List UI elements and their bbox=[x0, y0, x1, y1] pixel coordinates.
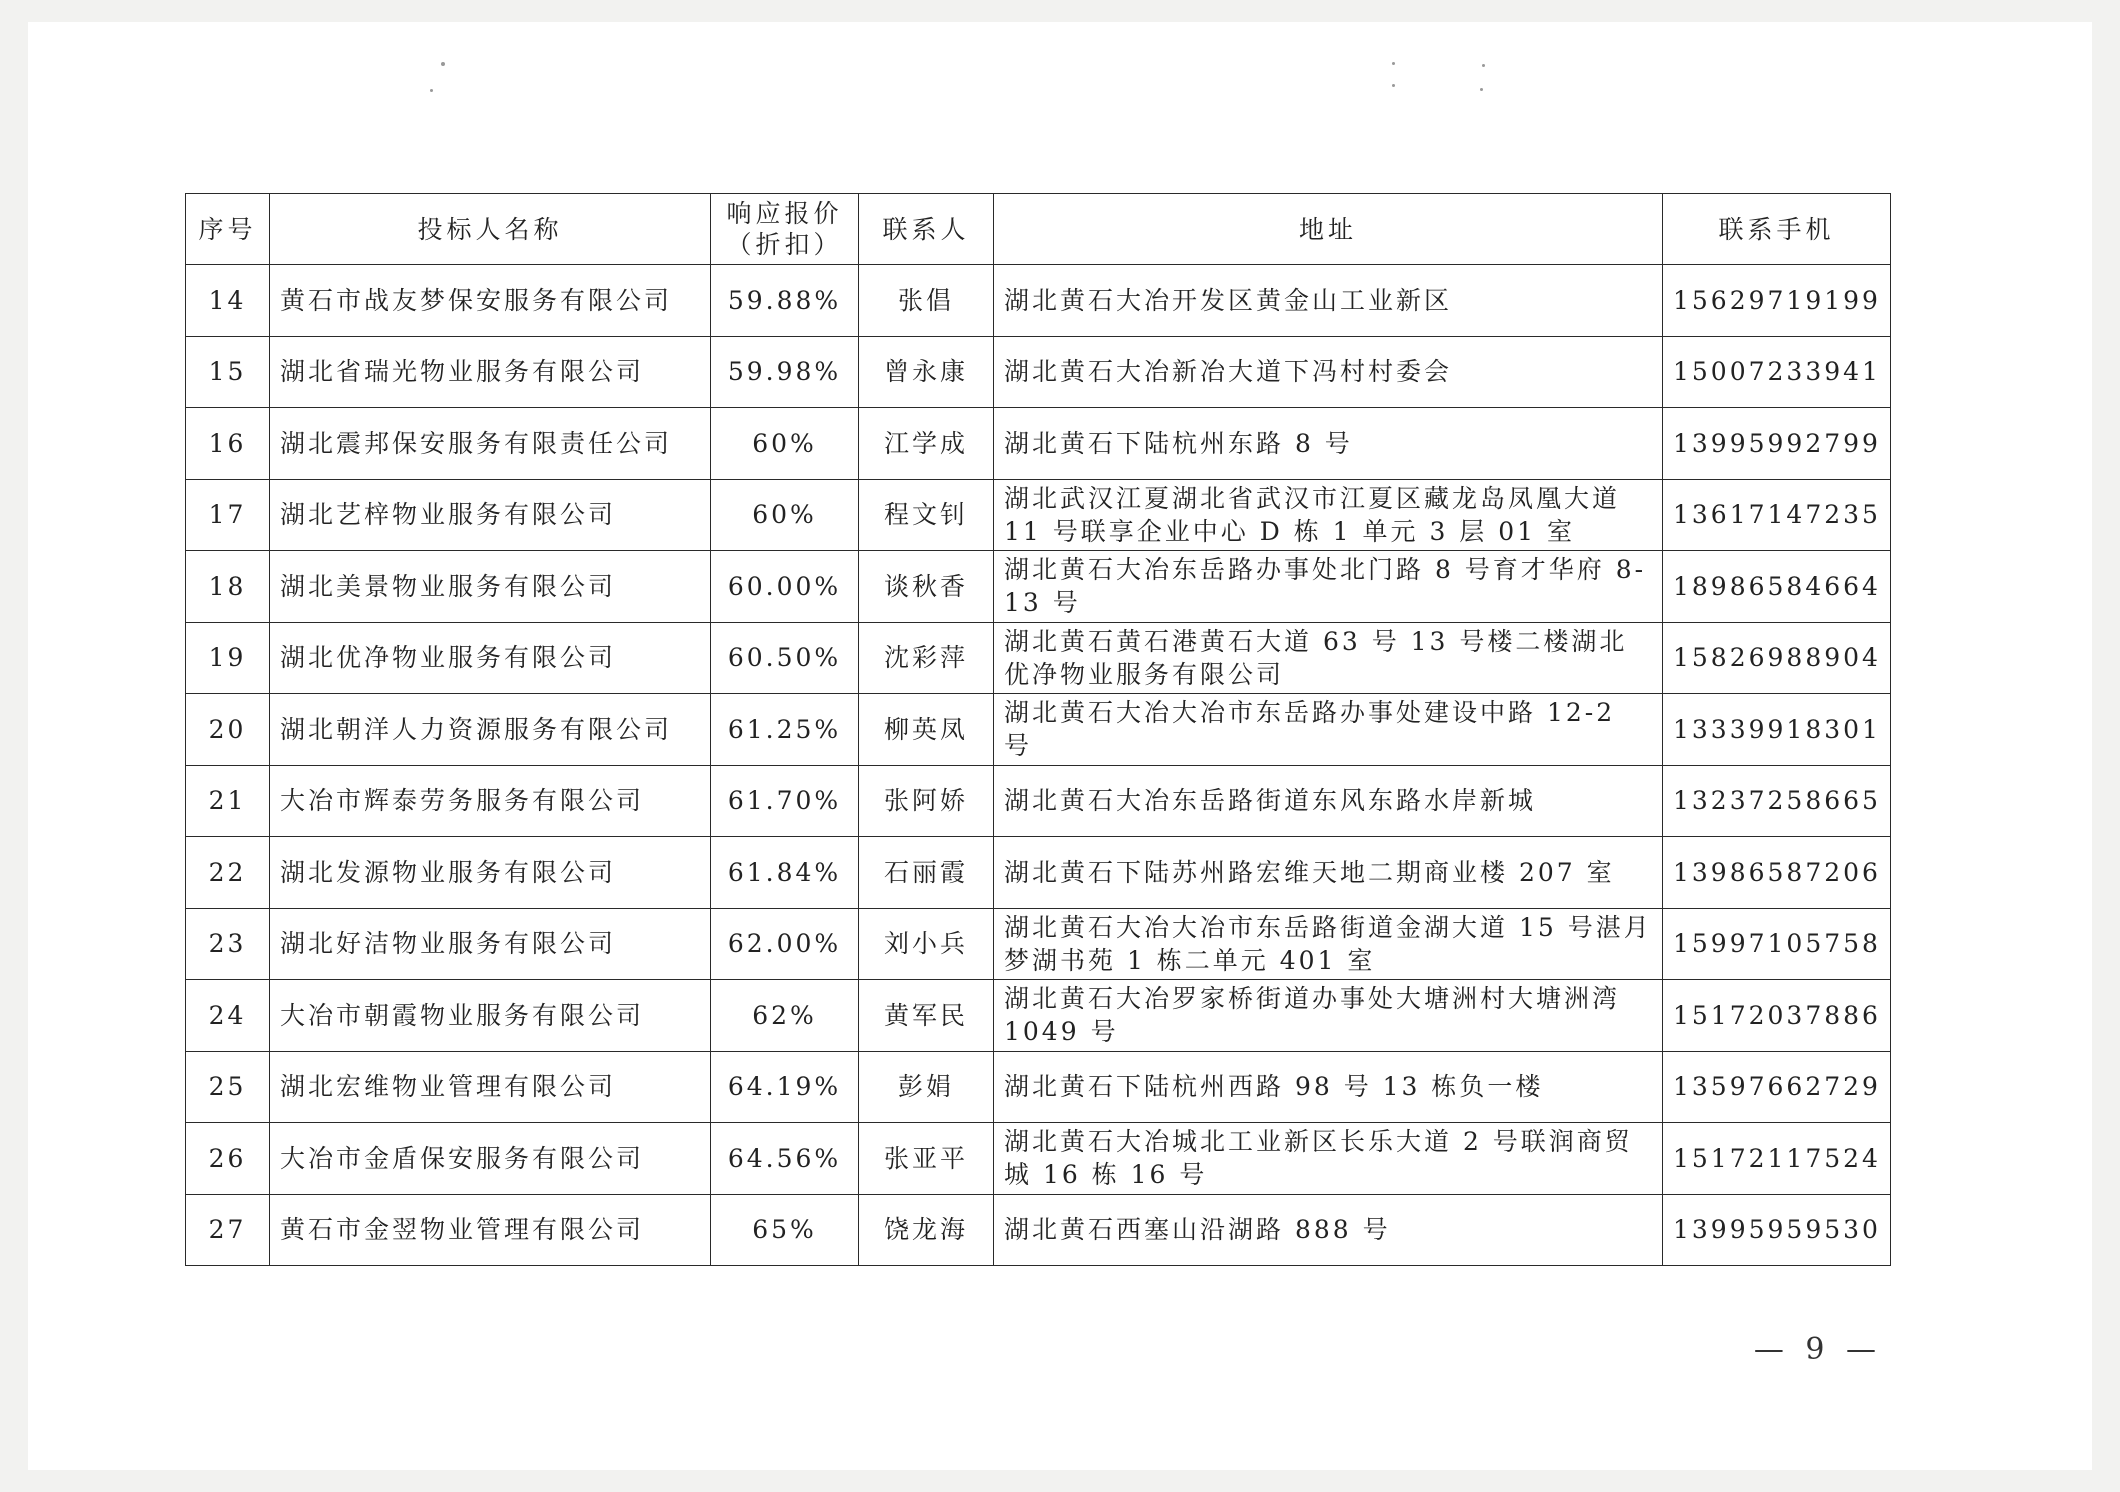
cell-serial-number: 17 bbox=[186, 479, 270, 551]
cell-address: 湖北黄石大冶罗家桥街道办事处大塘洲村大塘洲湾 1049 号 bbox=[994, 980, 1663, 1052]
header-response-price-line2: （折扣） bbox=[726, 230, 843, 259]
cell-bidder-name: 湖北艺梓物业服务有限公司 bbox=[270, 479, 711, 551]
cell-contact: 张亚平 bbox=[859, 1123, 994, 1195]
cell-phone: 15629719199 bbox=[1663, 265, 1891, 337]
cell-response-price: 61.70% bbox=[711, 765, 859, 837]
cell-response-price: 60% bbox=[711, 408, 859, 480]
cell-phone: 13339918301 bbox=[1663, 694, 1891, 766]
cell-serial-number: 24 bbox=[186, 980, 270, 1052]
cell-response-price: 64.19% bbox=[711, 1051, 859, 1123]
cell-phone: 13617147235 bbox=[1663, 479, 1891, 551]
scan-speck bbox=[430, 89, 433, 92]
cell-serial-number: 14 bbox=[186, 265, 270, 337]
cell-phone: 15172117524 bbox=[1663, 1123, 1891, 1195]
cell-address: 湖北黄石大冶城北工业新区长乐大道 2 号联润商贸城 16 栋 16 号 bbox=[994, 1123, 1663, 1195]
cell-serial-number: 20 bbox=[186, 694, 270, 766]
cell-serial-number: 21 bbox=[186, 765, 270, 837]
cell-response-price: 59.88% bbox=[711, 265, 859, 337]
cell-contact: 石丽霞 bbox=[859, 837, 994, 909]
cell-phone: 15826988904 bbox=[1663, 622, 1891, 694]
scan-speck bbox=[1482, 64, 1485, 67]
table-row bbox=[186, 336, 1891, 408]
cell-bidder-name: 湖北美景物业服务有限公司 bbox=[270, 551, 711, 623]
header-response-price-line1: 响应报价 bbox=[726, 199, 843, 228]
cell-response-price: 61.25% bbox=[711, 694, 859, 766]
cell-phone: 13995959530 bbox=[1663, 1194, 1891, 1266]
table-row bbox=[186, 408, 1891, 480]
cell-phone: 13597662729 bbox=[1663, 1051, 1891, 1123]
cell-address: 湖北黄石大冶新冶大道下冯村村委会 bbox=[994, 336, 1663, 408]
cell-serial-number: 22 bbox=[186, 837, 270, 909]
page-number: — 9 — bbox=[1753, 1332, 1882, 1367]
cell-serial-number: 19 bbox=[186, 622, 270, 694]
cell-response-price: 62.00% bbox=[711, 908, 859, 980]
cell-serial-number: 18 bbox=[186, 551, 270, 623]
header-contact: 联系人 bbox=[859, 194, 994, 265]
cell-phone: 13237258665 bbox=[1663, 765, 1891, 837]
table-row bbox=[186, 1123, 1891, 1195]
cell-response-price: 60% bbox=[711, 479, 859, 551]
scan-speck bbox=[1392, 62, 1395, 65]
cell-contact: 沈彩萍 bbox=[859, 622, 994, 694]
cell-contact: 谈秋香 bbox=[859, 551, 994, 623]
cell-response-price: 60.50% bbox=[711, 622, 859, 694]
cell-address: 湖北黄石大冶开发区黄金山工业新区 bbox=[994, 265, 1663, 337]
scan-specks bbox=[28, 22, 2092, 142]
table-row bbox=[186, 908, 1891, 980]
cell-phone: 13986587206 bbox=[1663, 837, 1891, 909]
cell-contact: 张倡 bbox=[859, 265, 994, 337]
cell-address: 湖北武汉江夏湖北省武汉市江夏区藏龙岛凤凰大道 11 号联享企业中心 D 栋 1 单元 3 层 01 室 bbox=[994, 479, 1663, 551]
cell-address: 湖北黄石黄石港黄石大道 63 号 13 号楼二楼湖北优净物业服务有限公司 bbox=[994, 622, 1663, 694]
cell-serial-number: 25 bbox=[186, 1051, 270, 1123]
document-page bbox=[28, 22, 2092, 1470]
cell-contact: 饶龙海 bbox=[859, 1194, 994, 1266]
header-response-price bbox=[711, 194, 859, 265]
cell-address: 湖北黄石西塞山沿湖路 888 号 bbox=[994, 1194, 1663, 1266]
cell-contact: 彭娟 bbox=[859, 1051, 994, 1123]
cell-serial-number: 16 bbox=[186, 408, 270, 480]
cell-address: 湖北黄石大冶东岳路办事处北门路 8 号育才华府 8-13 号 bbox=[994, 551, 1663, 623]
cell-phone: 13995992799 bbox=[1663, 408, 1891, 480]
cell-bidder-name: 黄石市战友梦保安服务有限公司 bbox=[270, 265, 711, 337]
table-row bbox=[186, 765, 1891, 837]
cell-response-price: 65% bbox=[711, 1194, 859, 1266]
cell-bidder-name: 大冶市辉泰劳务服务有限公司 bbox=[270, 765, 711, 837]
cell-bidder-name: 湖北宏维物业管理有限公司 bbox=[270, 1051, 711, 1123]
cell-response-price: 59.98% bbox=[711, 336, 859, 408]
table-body bbox=[186, 265, 1891, 1266]
cell-bidder-name: 湖北好洁物业服务有限公司 bbox=[270, 908, 711, 980]
cell-response-price: 60.00% bbox=[711, 551, 859, 623]
table-row bbox=[186, 694, 1891, 766]
scan-speck bbox=[1480, 88, 1483, 91]
table-header-row bbox=[186, 194, 1891, 265]
cell-response-price: 62% bbox=[711, 980, 859, 1052]
cell-serial-number: 15 bbox=[186, 336, 270, 408]
table-row bbox=[186, 622, 1891, 694]
bidder-table bbox=[185, 193, 1891, 1266]
cell-phone: 15007233941 bbox=[1663, 336, 1891, 408]
cell-bidder-name: 黄石市金翌物业管理有限公司 bbox=[270, 1194, 711, 1266]
header-phone: 联系手机 bbox=[1663, 194, 1891, 265]
cell-phone: 15172037886 bbox=[1663, 980, 1891, 1052]
table-row bbox=[186, 837, 1891, 909]
cell-address: 湖北黄石下陆苏州路宏维天地二期商业楼 207 室 bbox=[994, 837, 1663, 909]
cell-phone: 18986584664 bbox=[1663, 551, 1891, 623]
scan-speck bbox=[1392, 84, 1395, 87]
cell-bidder-name: 湖北朝洋人力资源服务有限公司 bbox=[270, 694, 711, 766]
table-row bbox=[186, 980, 1891, 1052]
cell-response-price: 64.56% bbox=[711, 1123, 859, 1195]
table-row bbox=[186, 265, 1891, 337]
cell-contact: 曾永康 bbox=[859, 336, 994, 408]
cell-phone: 15997105758 bbox=[1663, 908, 1891, 980]
cell-bidder-name: 湖北优净物业服务有限公司 bbox=[270, 622, 711, 694]
cell-bidder-name: 大冶市朝霞物业服务有限公司 bbox=[270, 980, 711, 1052]
scan-speck bbox=[441, 62, 445, 66]
cell-bidder-name: 大冶市金盾保安服务有限公司 bbox=[270, 1123, 711, 1195]
table-row bbox=[186, 479, 1891, 551]
cell-contact: 张阿娇 bbox=[859, 765, 994, 837]
cell-bidder-name: 湖北省瑞光物业服务有限公司 bbox=[270, 336, 711, 408]
table-row bbox=[186, 551, 1891, 623]
cell-address: 湖北黄石大冶大冶市东岳路街道金湖大道 15 号湛月梦湖书苑 1 栋二单元 401 室 bbox=[994, 908, 1663, 980]
header-serial-number: 序号 bbox=[186, 194, 270, 265]
cell-serial-number: 26 bbox=[186, 1123, 270, 1195]
cell-serial-number: 27 bbox=[186, 1194, 270, 1266]
header-bidder-name: 投标人名称 bbox=[270, 194, 711, 265]
table-row bbox=[186, 1051, 1891, 1123]
cell-contact: 刘小兵 bbox=[859, 908, 994, 980]
cell-serial-number: 23 bbox=[186, 908, 270, 980]
cell-bidder-name: 湖北震邦保安服务有限责任公司 bbox=[270, 408, 711, 480]
cell-contact: 柳英凤 bbox=[859, 694, 994, 766]
header-address: 地址 bbox=[994, 194, 1663, 265]
table-row bbox=[186, 1194, 1891, 1266]
cell-response-price: 61.84% bbox=[711, 837, 859, 909]
cell-address: 湖北黄石下陆杭州西路 98 号 13 栋负一楼 bbox=[994, 1051, 1663, 1123]
cell-address: 湖北黄石下陆杭州东路 8 号 bbox=[994, 408, 1663, 480]
cell-address: 湖北黄石大冶东岳路街道东风东路水岸新城 bbox=[994, 765, 1663, 837]
cell-address: 湖北黄石大冶大冶市东岳路办事处建设中路 12-2 号 bbox=[994, 694, 1663, 766]
cell-contact: 黄军民 bbox=[859, 980, 994, 1052]
cell-bidder-name: 湖北发源物业服务有限公司 bbox=[270, 837, 711, 909]
cell-contact: 程文钊 bbox=[859, 479, 994, 551]
cell-contact: 江学成 bbox=[859, 408, 994, 480]
